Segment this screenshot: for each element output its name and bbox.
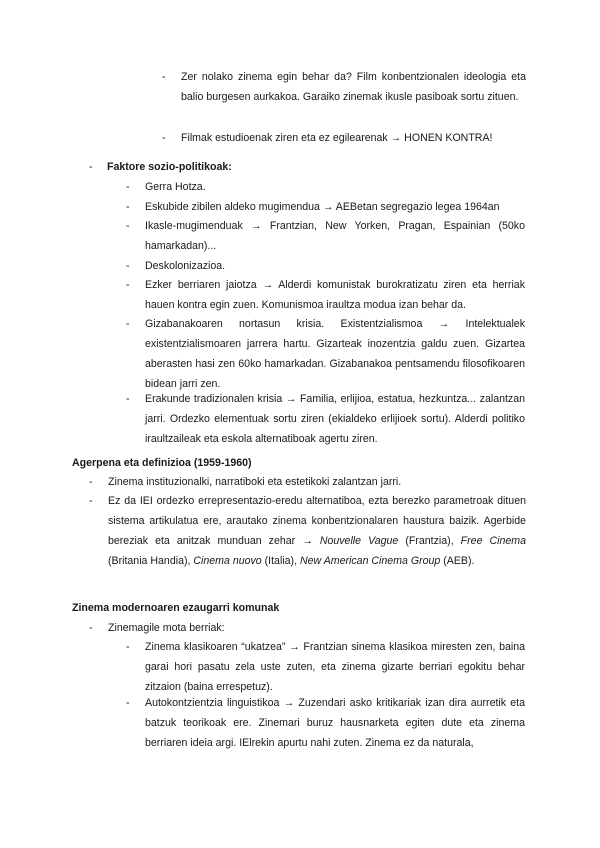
agerpena-item-1: Zinema instituzionalki, narratiboki eta estetikoki zalantzan jarri. (108, 476, 402, 488)
faktore-item-6: Gizabanakoaren nortasun krisia. Existentzialismoa → Intelektualek existentzialismoaren jarrera hartu. Gizarteak inozentzia galdu zuen. Gizartea aberasten hasi zen 60ko hamarkadan. Gizabanakoa pentsamendu filosofikoaren bidean jarri zen. (145, 318, 525, 390)
frantzia-text: (Frantzia), (398, 535, 461, 547)
new-american-cinema-group: New American Cinema Group (299, 555, 441, 567)
bullet-dash: - (89, 476, 93, 488)
ezaugarri-item-2: Autokontzientzia linguistikoa → Zuzendari asko kritikariak izan dira aurretik eta batzuk teorikoak ere. Zinemari buruz hausnarketa egiten dute eta zinema berriaren ideia argi. IElrekin apurtu nahi zuten. Zinema ez da naturala, (145, 697, 525, 749)
bullet-dash: - (126, 220, 130, 232)
section-heading-ezaugarri: Zinema modernoaren ezaugarri komunak (72, 602, 280, 614)
faktore-item-4: Deskolonizazioa. (145, 260, 226, 272)
cinema-nuovo: Cinema nuovo (193, 555, 262, 567)
bullet-dash: - (89, 495, 93, 507)
britania-text: (Britania Handia), (108, 555, 194, 567)
agerpena-item-2 (108, 491, 526, 571)
bullet-dash: - (126, 697, 130, 709)
bullet-dash: - (89, 161, 93, 173)
bullet-dash: - (126, 279, 130, 291)
bullet-dash: - (89, 622, 93, 634)
faktore-item-5: Ezker berriaren jaiotza → Alderdi komunistak burokratizatu ziren eta herriak hauen kontra egin zuen. Komunismoa iraultza modua izan behar da. (145, 279, 525, 311)
ezaugarri-sub: Zinemagile mota berriak: (108, 622, 225, 634)
bullet-dash: - (126, 201, 130, 213)
nouvelle-vague: Nouvelle Vague (319, 535, 399, 547)
bullet-dash: - (126, 641, 130, 653)
italia-text: (Italia), (261, 555, 300, 567)
agerpena-text: Ez da IEI ordezko errepresentazio-eredu alternatiboa, ezta berezko parametroak dituen sistema artikulatua ere, arautako zinema konbentzionalaren haustura baizik. Agerbide bereziak eta anitzak munduan zehar → (108, 495, 526, 547)
faktore-item-3: Ikasle-mugimenduak → Frantzian, New Yorken, Pragan, Espainian (50ko hamarkadan)... (145, 220, 525, 252)
faktore-item-7: Erakunde tradizionalen krisia → Familia, erlijioa, estatua, hezkuntza... zalantzan jarri. Ordezko elementuak sortu ziren (ekialdeko erlijioek sortu). Alderdi politiko iraultzaileak eta eskola alternatiboak agertu ziren. (145, 393, 525, 445)
intro-item-2: Filmak estudioenak ziren eta ez egilearenak → HONEN KONTRA! (181, 132, 493, 144)
bullet-dash: - (126, 260, 130, 272)
ezaugarri-item-1: Zinema klasikoaren “ukatzea” → Frantzian sinema klasikoa miresten zen, baina garai hori pasatu zela uste zuten, eta zinema gizarte berriari egokitu behar zitzaion (baina errespetuz). (145, 641, 525, 693)
faktore-item-2: Eskubide zibilen aldeko mugimendua → AEBetan segregazio legea 1964an (145, 201, 500, 213)
bullet-dash: - (126, 393, 130, 405)
bullet-dash: - (162, 132, 166, 144)
faktore-item-1: Gerra Hotza. (145, 181, 206, 193)
bullet-dash: - (126, 181, 130, 193)
section-heading-faktore: Faktore sozio-politikoak: (107, 161, 232, 173)
bullet-dash: - (126, 318, 130, 330)
intro-item-1: Zer nolako zinema egin behar da? Film konbentzionalen ideologia eta balio burgesen aurkakoa. Garaiko zinemak ikusle pasiboak sortu zituen. (181, 71, 526, 103)
section-heading-agerpena: Agerpena eta definizioa (1959-1960) (72, 457, 252, 469)
free-cinema: Free Cinema (460, 535, 526, 547)
aeb-text: (AEB). (440, 555, 475, 567)
bullet-dash: - (162, 71, 166, 83)
